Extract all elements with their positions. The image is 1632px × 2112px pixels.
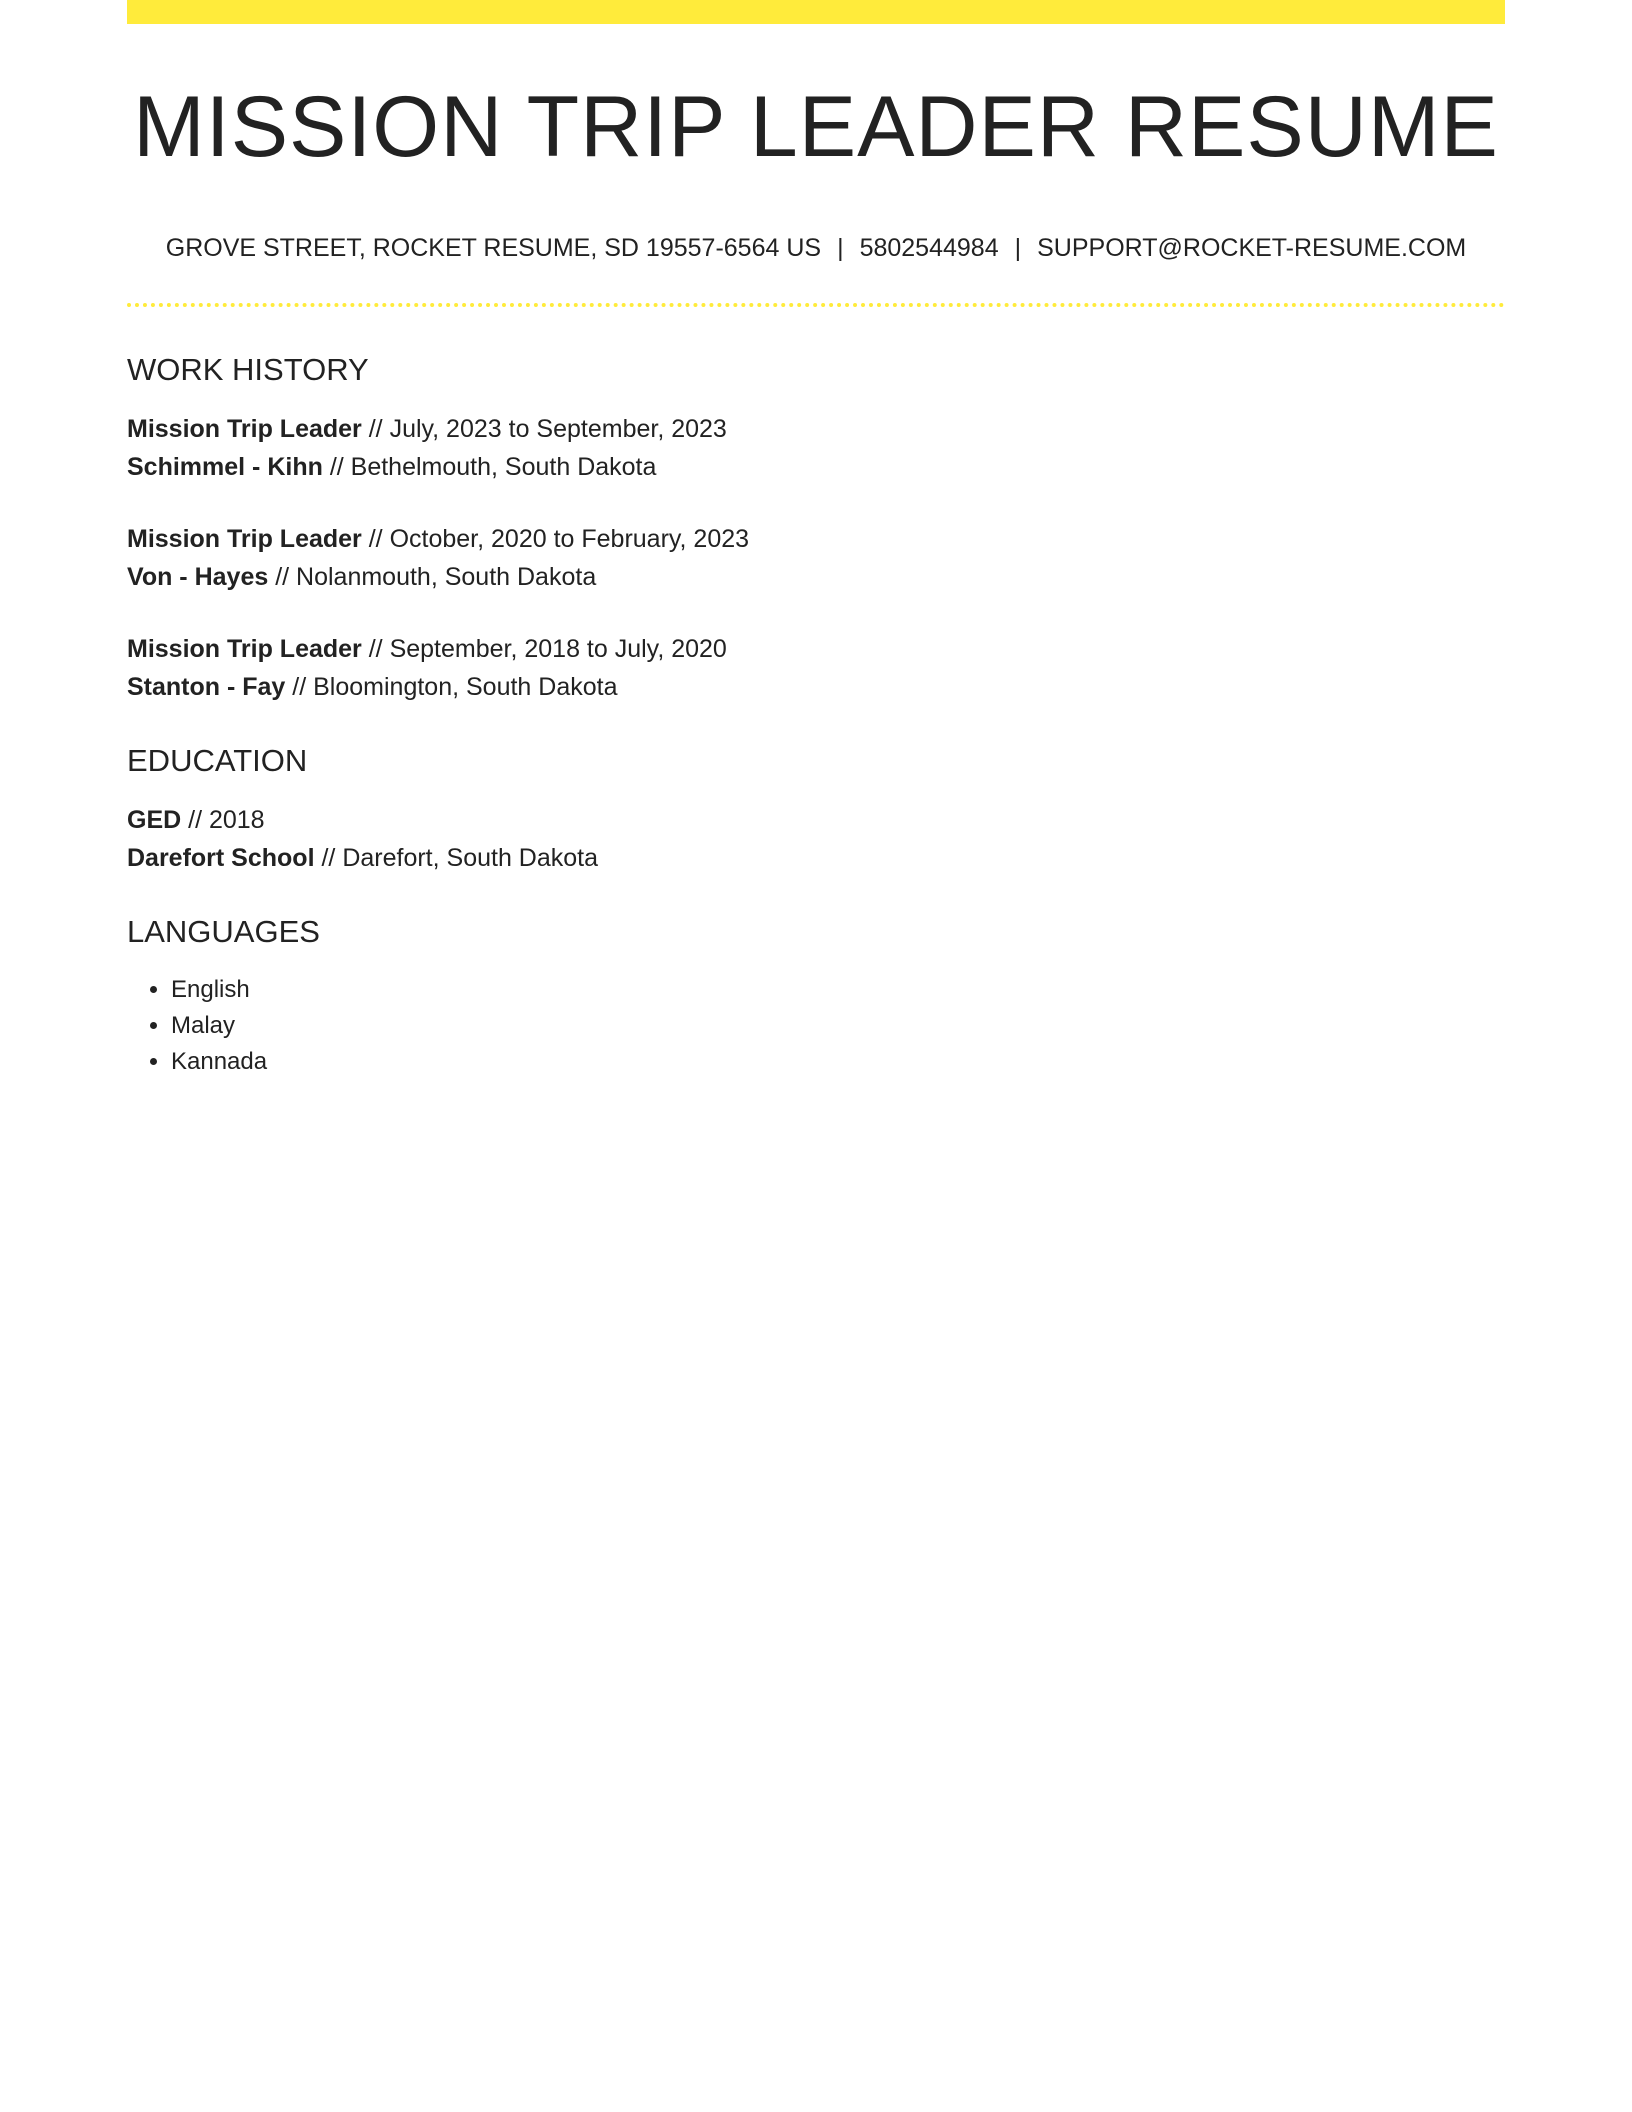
work-entry-role: Mission Trip Leader [127,524,362,553]
education-degree: GED [127,805,182,834]
work-entry [127,630,1505,706]
contact-email: SUPPORT@ROCKET-RESUME.COM [1037,233,1467,262]
education-degree-line [127,801,1505,839]
top-accent-bar [127,0,1505,24]
work-entry-company: Stanton - Fay [127,672,286,701]
education-entry [127,801,1505,877]
dotted-divider [127,303,1505,307]
contact-line [127,233,1505,263]
education-year: // 2018 [181,805,265,834]
work-entry-company: Schimmel - Kihn [127,452,323,481]
list-item: • Kannada [171,1044,1505,1080]
work-entry-company-line [127,558,1505,596]
work-entry-dates: // October, 2020 to February, 2023 [361,524,750,553]
work-entry-dates: // September, 2018 to July, 2020 [361,634,727,663]
page-title: MISSION TRIP LEADER RESUME [133,79,1499,175]
work-entry-company: Von - Hayes [127,562,269,591]
work-entry-company-line [127,448,1505,486]
languages-list [127,972,1505,1080]
contact-separator: | [1014,233,1022,262]
contact-separator: | [837,233,844,262]
education-location: // Darefort, South Dakota [314,843,599,872]
list-item: • Malay [171,1008,1505,1044]
work-entry-role-line [127,520,1505,558]
work-entry-dates: // July, 2023 to September, 2023 [361,414,727,443]
education-school-line [127,839,1505,877]
work-entry [127,410,1505,486]
work-entry-location: // Nolanmouth, South Dakota [268,562,597,591]
resume-page [127,0,1505,1080]
section-heading-work-history: WORK HISTORY [127,351,369,387]
section-heading-languages: LANGUAGES [127,913,320,949]
education-school: Darefort School [127,843,315,872]
contact-address: GROVE STREET, ROCKET RESUME, SD 19557-6564 US [165,233,822,262]
work-entry-role: Mission Trip Leader [127,634,362,663]
work-entry-role-line [127,630,1505,668]
work-entry-location: // Bethelmouth, South Dakota [322,452,657,481]
work-entry-role: Mission Trip Leader [127,414,362,443]
work-entry-company-line [127,668,1505,706]
section-heading-education: EDUCATION [127,742,308,778]
list-item: • English [171,972,1505,1008]
contact-phone: 5802544984 [859,233,999,262]
work-entry [127,520,1505,596]
work-entry-role-line [127,410,1505,448]
work-entry-location: // Bloomington, South Dakota [285,672,618,701]
